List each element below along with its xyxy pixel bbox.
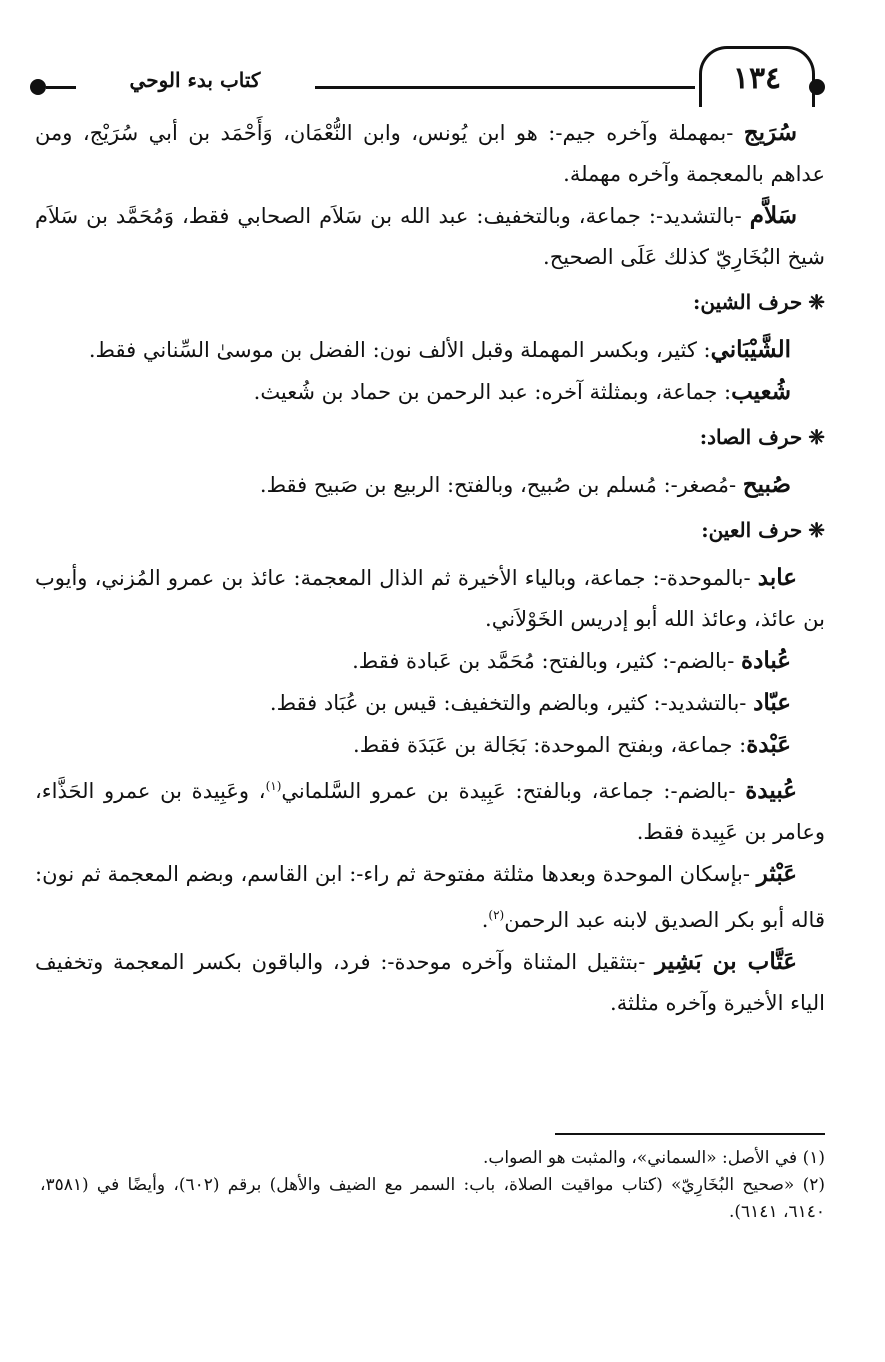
entry-word: الشَّيْبَاني bbox=[710, 336, 791, 363]
entry-text: -بالتشديد-: جماعة، وبالتخفيف: عبد الله بن سَلاَم الصحابي فقط، وَمُحَمَّد بن سَلاَم شيخ البُخَارِيّ كذلك عَلَى الصحيح. bbox=[35, 204, 825, 269]
entry-ubayda bbox=[35, 766, 825, 853]
entry-text: -بمهملة وآخره جيم-: هو ابن يُونس، وابن النُّعْمَان، وَأَحْمَد بن أبي سُرَيْج، ومن عداهم بالمعجمة وآخره مهملة. bbox=[35, 121, 825, 186]
footnote-ref[interactable]: (٢) bbox=[488, 908, 505, 922]
entry-subayh bbox=[35, 464, 825, 506]
asterism-icon: ❈ bbox=[808, 518, 825, 542]
entry-word: عَبْدة bbox=[746, 731, 791, 758]
page-header bbox=[0, 40, 885, 110]
footnotes bbox=[40, 1145, 825, 1226]
entry-abbad bbox=[35, 682, 825, 724]
entry-surayj bbox=[35, 112, 825, 195]
entry-text: -بالتشديد-: كثير، وبالضم والتخفيف: قيس بن عُبَاد فقط. bbox=[269, 691, 754, 715]
header-dot-left bbox=[30, 79, 46, 95]
entry-word: عبّاد bbox=[753, 689, 791, 716]
entry-text: -بالضم-: كثير، وبالفتح: مُحَمَّد بن عَبادة فقط. bbox=[352, 649, 742, 673]
entry-abda bbox=[35, 724, 825, 766]
header-rule bbox=[315, 86, 695, 89]
entry-attab bbox=[35, 941, 825, 1024]
entry-shuayb bbox=[35, 371, 825, 413]
running-title: كتاب بدء الوحي bbox=[129, 68, 261, 92]
entry-ubada bbox=[35, 640, 825, 682]
entry-word: عَتَّاب بن بَشِير bbox=[655, 948, 797, 975]
asterism-icon: ❈ bbox=[808, 425, 825, 449]
entry-text-cont: ، وعَبِيدة بن عمرو الحَذَّاء، وعامر بن عَبِيدة فقط. bbox=[35, 779, 825, 844]
entry-word: شُعيب bbox=[731, 378, 791, 405]
entry-abid bbox=[35, 557, 825, 640]
entry-text: -مُصغر-: مُسلم بن صُبيح، وبالفتح: الربيع بن صَبيح فقط. bbox=[259, 473, 743, 497]
asterism-icon: ❈ bbox=[808, 290, 825, 314]
entry-text: -بإسكان الموحدة وبعدها مثلثة مفتوحة ثم راء-: ابن القاسم، وبضم المعجمة ثم نون: قاله أبو بكر الصديق لابنه عبد الرحمن bbox=[35, 862, 825, 932]
section-heading-ain: ❈حرف العين: bbox=[701, 518, 825, 542]
header-rule-left bbox=[46, 86, 76, 89]
section-heading-sad: ❈حرف الصاد: bbox=[699, 425, 825, 449]
footnote-1: (١) في الأصل: «السماني»، والمثبت هو الصواب. bbox=[482, 1148, 825, 1168]
header-dot-right bbox=[809, 79, 825, 95]
entry-abthar bbox=[35, 853, 825, 941]
entry-text-cont: . bbox=[481, 908, 489, 932]
page-number: ١٣٤ bbox=[699, 46, 815, 107]
footnote-2: (٢) «صحيح البُخَارِيّ» (كتاب مواقيت الصلاة، باب: السمر مع الضيف والأهل) برقم (٦٠٢)، وأيضًا في (٣٥٨١، ٦١٤٠، ٦١٤١). bbox=[40, 1175, 825, 1222]
entry-text: -بالموحدة-: جماعة، وبالياء الأخيرة ثم الذال المعجمة: عائذ بن عمرو المُزني، وأيوب بن عائذ، وعائذ الله أبو إدريس الخَوْلاَني. bbox=[35, 566, 825, 631]
entry-word: سُرَيج bbox=[743, 119, 797, 146]
entry-word: عَبْثر bbox=[756, 860, 797, 887]
entry-text: -بالضم-: جماعة، وبالفتح: عَبِيدة بن عمرو السَّلماني bbox=[281, 779, 746, 803]
entry-sallam bbox=[35, 195, 825, 278]
page-body bbox=[35, 112, 825, 1024]
entry-word: سَلاَّم bbox=[749, 202, 797, 229]
entry-text: : جماعة، وبفتح الموحدة: بَجَالة بن عَبَدَة فقط. bbox=[353, 733, 747, 757]
entry-text: : كثير، وبكسر المهملة وقبل الألف نون: الفضل بن موسىٰ السِّناني فقط. bbox=[88, 338, 711, 362]
entry-text: : جماعة، وبمثلثة آخره: عبد الرحمن بن حماد بن شُعيث. bbox=[253, 380, 732, 404]
entry-text: -بتثقيل المثناة وآخره موحدة-: فرد، والباقون بكسر المعجمة وتخفيف الياء الأخيرة وآخره مثلثة. bbox=[35, 950, 825, 1015]
entry-shaybani bbox=[35, 329, 825, 371]
entry-word: عُبيدة bbox=[745, 777, 797, 804]
footnote-ref[interactable]: (١) bbox=[265, 779, 282, 793]
footnote-separator bbox=[555, 1133, 825, 1135]
section-heading-shin: ❈حرف الشين: bbox=[693, 290, 825, 314]
entry-word: صُبيح bbox=[742, 471, 791, 498]
entry-word: عابد bbox=[757, 564, 797, 591]
entry-word: عُبادة bbox=[741, 647, 791, 674]
